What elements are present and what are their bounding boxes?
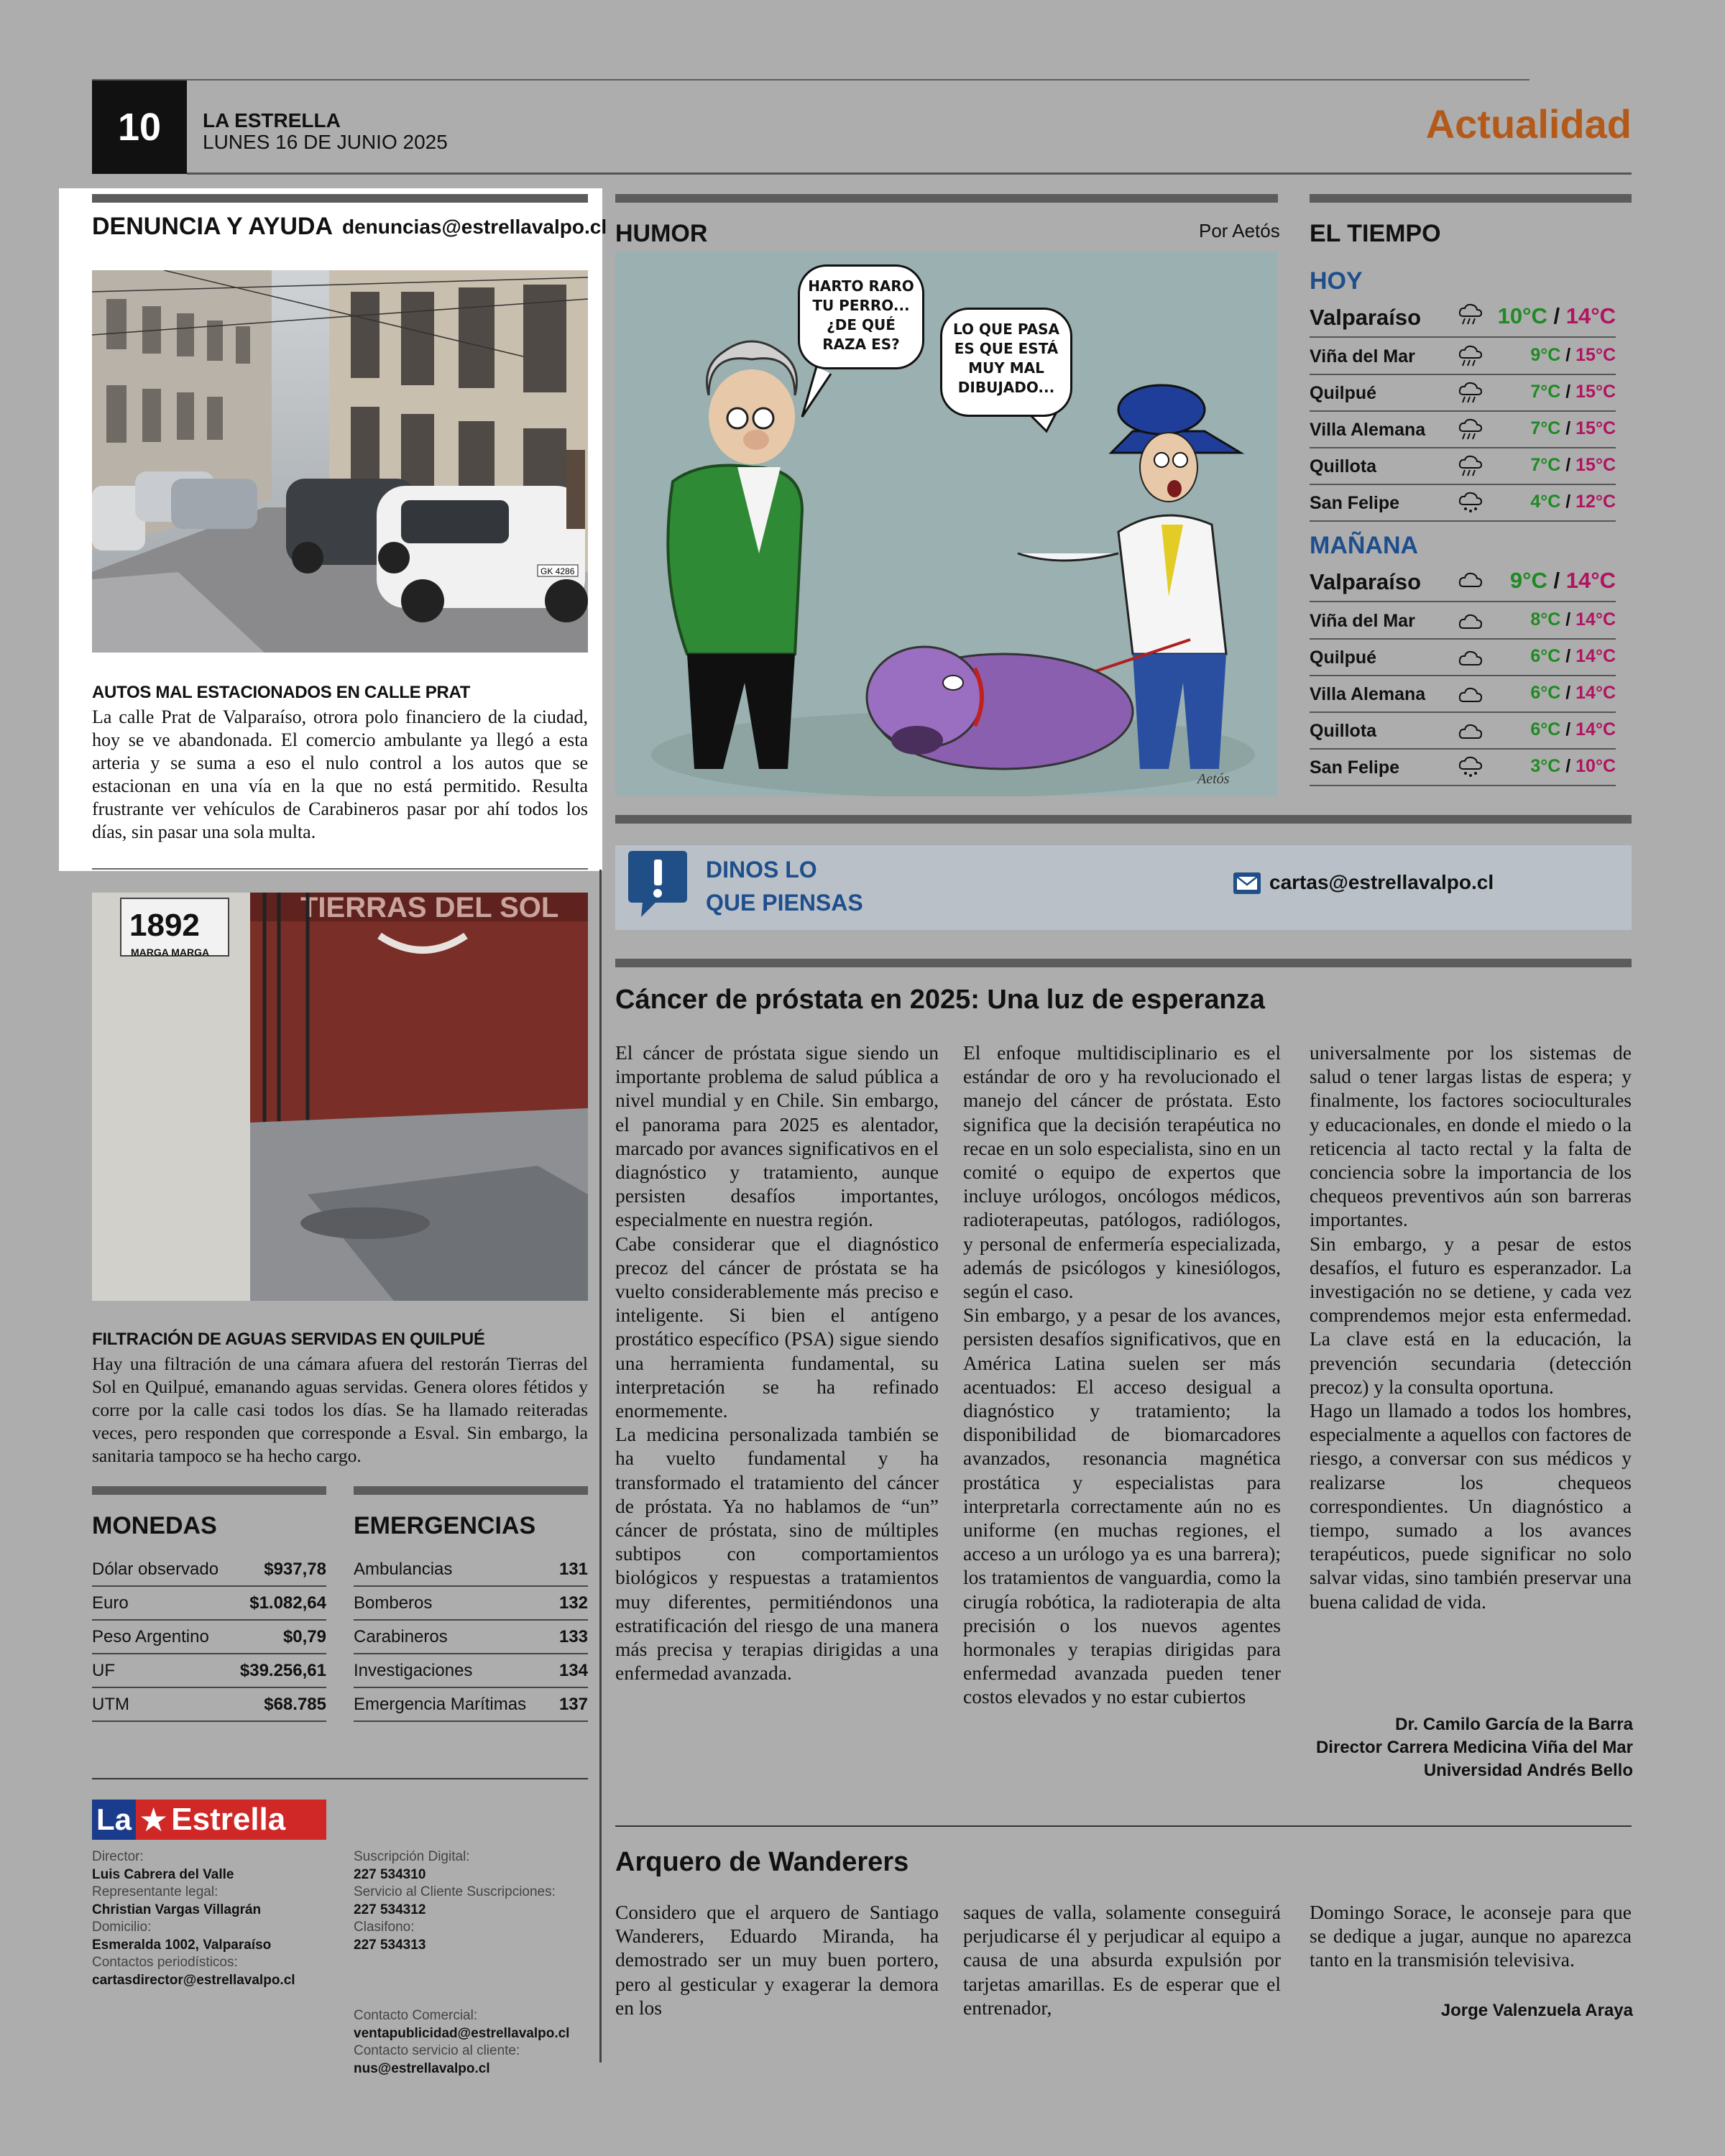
masthead-label: Contacto servicio al cliente:: [354, 2043, 520, 2058]
weather-city: Quilpué: [1310, 648, 1377, 668]
emergencias-label: Investigaciones: [354, 1661, 473, 1680]
weather-temp: 9°C / 15°C: [1530, 345, 1616, 365]
temp-min: 7°C: [1530, 382, 1561, 402]
temp-max: 15°C: [1576, 382, 1616, 402]
temp-max: 14°C: [1576, 683, 1616, 703]
article-2-title: Arquero de Wanderers: [615, 1847, 909, 1877]
cartoon-signature: Aetós: [1197, 771, 1230, 787]
weather-temp: 6°C / 14°C: [1530, 646, 1616, 666]
denuncia-2-body: Hay una filtración de una cámara afuera del restorán Tierras del Sol en Quilpué, emanando aguas servidas. Genera olores fétidos y corre por la calle casi todos los días. Se ha llamado reiteradas veces, pero responden que corresponde a Esval. Sin embargo, la sanitaria tampoco se ha hecho cargo.: [92, 1353, 588, 1466]
signature-name: Dr. Camilo García de la Barra: [1395, 1715, 1633, 1734]
article-1-col-1: [615, 1041, 939, 1685]
emergencias-value: 137: [558, 1695, 588, 1714]
dinos-line-2: QUE PIENSAS: [706, 890, 863, 916]
weather-temp: 8°C / 14°C: [1530, 609, 1616, 630]
temp-max: 14°C: [1576, 646, 1616, 666]
photo-number: 1892: [129, 908, 200, 943]
temp-min: 7°C: [1530, 418, 1561, 438]
weather-temp: 7°C / 15°C: [1530, 382, 1616, 402]
prat-street-photo: [92, 270, 588, 653]
weather-row: [1310, 298, 1616, 338]
weather-temp: 4°C / 12°C: [1530, 492, 1616, 512]
weather-city: Villa Alemana: [1310, 420, 1426, 440]
temp-max: 15°C: [1576, 455, 1616, 475]
denuncia-2-headline: FILTRACIÓN DE AGUAS SERVIDAS EN QUILPUÉ: [92, 1330, 485, 1349]
monedas-row: [92, 1554, 326, 1587]
monedas-label: UF: [92, 1661, 115, 1680]
monedas-row: [92, 1588, 326, 1621]
temp-max: 15°C: [1576, 418, 1616, 438]
exclamation-bubble-icon: [627, 848, 689, 920]
weather-row: [1310, 562, 1616, 602]
temp-max: 14°C: [1576, 609, 1616, 630]
weather-city: Valparaíso: [1310, 305, 1422, 330]
temp-min: 6°C: [1530, 719, 1561, 740]
masthead-label: Clasifono:: [354, 1920, 415, 1935]
article-1-c3-p3: Hago un llamado a todos los hombres, especialmente a aquellos con factores de riesgo, a conversar con sus médicos y realizarse los chequeos correspondientes. Un diagnóstico a tiempo, sumado a los avances terapéuticos, puede significar no solo salvar vidas, sino también preservar una buena calidad de vida.: [1310, 1399, 1632, 1613]
emergencias-value: 131: [558, 1560, 588, 1579]
article-1-c2-p2: Sin embargo, y a pesar de los avances, persisten desafíos significativos, que en América Latina suelen ser más acentuados: El acceso desigual a diagnóstico y tratamiento; la disponibilidad de biomarcadores avanzados, resonancia magnética prostática y especialistas para interpretarla correctamente aún no es uniforme (en muchas regiones, el acceso a un urólogo ya es una barrera); los tratamientos de vanguardia, como la cirugía robótica, la radioterapia de alta precisión o los nuevos agentes hormonales y terapias dirigidas para enfermedad avanzada pueden tener costos elevados y no estar cubiertos: [963, 1304, 1281, 1708]
denuncia-1-body: La calle Prat de Valparaíso, otrora polo financiero de la ciudad, hoy se ve abandonada. El comercio ambulante ya llegó a esta arteria y se suma a eso el nulo control a los autos que se estacionan en una vía en la que no está permitido. Resulta frustrante ver vehículos de Carabineros pasar por ahí todos los días, sin pasar una sola multa.: [92, 706, 588, 842]
emergencias-value: 133: [558, 1627, 588, 1646]
quilpue-photo: [92, 893, 588, 1301]
temp-max: 12°C: [1576, 492, 1616, 512]
emergencias-label: Carabineros: [354, 1627, 448, 1646]
weather-city: Quillota: [1310, 721, 1377, 741]
weather-temp: 9°C / 14°C: [1509, 568, 1616, 593]
temp-max: 15°C: [1576, 345, 1616, 365]
article-1-c3-p1: universalmente por los sistemas de salud o tener largas listas de espera; y finalmente, los factores socioculturales y educacionales, en donde el miedo o la reticencia al tacto rectal y la falta de conciencia sobre la importancia de los chequeos preventivos aún son barreras importantes.: [1310, 1041, 1632, 1231]
temp-min: 4°C: [1530, 492, 1561, 512]
denuncia-bar: [92, 194, 588, 203]
weather-city: Valparaíso: [1310, 569, 1422, 594]
temp-min: 3°C: [1530, 756, 1561, 776]
section-title: Actualidad: [1425, 101, 1632, 147]
cloud-icon: [1458, 719, 1484, 741]
monedas-row: [92, 1655, 326, 1688]
drizzle-icon: [1458, 756, 1484, 778]
cartoon-bubble-2: LO QUE PASA ES QUE ESTÁ MUY MAL DIBUJADO...: [940, 308, 1072, 417]
emergencias-row: [354, 1588, 588, 1621]
hoy-label: HOY: [1310, 267, 1363, 295]
masthead-label: Suscripción Digital:: [354, 1849, 470, 1864]
star-icon: ★: [139, 1801, 169, 1838]
masthead-left: [92, 1848, 336, 1989]
masthead-value: Luis Cabrera del Valle: [92, 1866, 234, 1882]
temp-max: 10°C: [1576, 756, 1616, 776]
weather-city: Viña del Mar: [1310, 611, 1415, 631]
weather-row: [1310, 750, 1616, 786]
manana-label: MAÑANA: [1310, 532, 1419, 559]
denuncia-1-headline: AUTOS MAL ESTACIONADOS EN CALLE PRAT: [92, 683, 471, 702]
emergencias-row: [354, 1621, 588, 1654]
masthead-value: 227 534312: [354, 1902, 426, 1917]
cloud-icon: [1458, 609, 1484, 631]
column-divider: [599, 870, 602, 2063]
tiempo-bar: [1310, 194, 1632, 203]
weather-city: Quilpué: [1310, 383, 1377, 403]
cloud-icon: [1458, 683, 1484, 704]
denuncia-title: DENUNCIA Y AYUDA: [92, 213, 334, 240]
weather-row: [1310, 413, 1616, 448]
emergencias-title: EMERGENCIAS: [354, 1512, 536, 1539]
rain-icon: [1458, 345, 1484, 367]
emergencias-row: [354, 1554, 588, 1587]
top-rule: [92, 79, 1530, 80]
masthead-value: 227 534310: [354, 1866, 426, 1882]
article-2-col-3: Domingo Sorace, le aconseje para que se dedique a jugar, aunque no aparezca tanto en la transmisión televisiva.: [1310, 1901, 1632, 1971]
logo-la: La: [92, 1800, 136, 1840]
dinos-top-bar: [615, 815, 1632, 824]
masthead-label: Representante legal:: [92, 1884, 218, 1899]
rain-icon: [1458, 382, 1484, 403]
monedas-value: $68.785: [264, 1695, 326, 1714]
weather-temp: 6°C / 14°C: [1530, 683, 1616, 703]
masthead-value: ventapublicidad@estrellavalpo.cl: [354, 2025, 570, 2041]
weather-temp: 6°C / 14°C: [1530, 719, 1616, 740]
article-1-col-2: [963, 1041, 1281, 1709]
temp-min: 10°C: [1497, 303, 1547, 328]
temp-min: 7°C: [1530, 455, 1561, 475]
temp-max: 14°C: [1565, 568, 1616, 593]
drizzle-icon: [1458, 492, 1484, 513]
masthead-label: Contacto Comercial:: [354, 2008, 478, 2023]
emergencias-value: 134: [558, 1661, 588, 1680]
masthead-value: cartasdirector@estrellavalpo.cl: [92, 1972, 295, 1988]
monedas-value: $1.082,64: [249, 1593, 326, 1613]
rain-icon: [1458, 303, 1484, 325]
article-1-title: Cáncer de próstata en 2025: Una luz de esperanza: [615, 985, 1265, 1015]
article-1-signature: [1316, 1713, 1633, 1782]
masthead-label: Director:: [92, 1849, 144, 1864]
rain-icon: [1458, 418, 1484, 440]
cartoon-bubble-1: HARTO RARO TU PERRO... ¿DE QUÉ RAZA ES?: [798, 264, 924, 369]
article-2-col-2: saques de valla, solamente conseguirá perjudicarse él y perjudicar al equipo a causa de una absurda expulsión por tarjetas amarillas. Es de esperar que el entrenador,: [963, 1901, 1281, 2019]
article-1-c1-p3: La medicina personalizada también se ha vuelto fundamental y ha transformado el tratamiento del cáncer de próstata. Ya no hablamos de “un” cáncer de próstata, sino de múltiples subtipos con comportamientos biológicos y respuestas a tratamientos muy diferentes, permitiéndonos una estratificación del riesgo de una manera más precisa y terapias dirigidas a una enfermedad avanzada.: [615, 1423, 939, 1685]
emergencias-row: [354, 1689, 588, 1722]
issue-date: LUNES 16 DE JUNIO 2025: [203, 131, 448, 153]
weather-row: [1310, 640, 1616, 676]
masthead-label: Servicio al Cliente Suscripciones:: [354, 1884, 556, 1899]
page-number: 10: [92, 80, 187, 174]
monedas-title: MONEDAS: [92, 1512, 217, 1539]
weather-row: [1310, 449, 1616, 485]
cloud-icon: [1458, 646, 1484, 668]
weather-city: Villa Alemana: [1310, 684, 1426, 704]
weather-row: [1310, 714, 1616, 750]
weather-row: [1310, 339, 1616, 375]
weather-row: [1310, 376, 1616, 412]
monedas-value: $39.256,61: [239, 1661, 326, 1680]
weather-temp: 3°C / 10°C: [1530, 756, 1616, 776]
humor-bar: [615, 194, 1278, 203]
monedas-label: Dólar observado: [92, 1560, 219, 1579]
emergencias-value: 132: [558, 1593, 588, 1613]
masthead-label: Domicilio:: [92, 1920, 152, 1935]
weather-row: [1310, 486, 1616, 522]
temp-max: 14°C: [1565, 303, 1616, 328]
monedas-label: Euro: [92, 1593, 129, 1613]
logo-estrella: Estrella: [171, 1802, 286, 1837]
article-1-c3-p2: Sin embargo, y a pesar de estos desafíos, el futuro es esperanzador. La investigación no se detiene, y cada vez comprendemos mejor esta enfermedad. La clave está en la educación, la prevención secundaria (detección precoz) y la consulta oportuna.: [1310, 1232, 1632, 1398]
masthead-rule: [92, 1778, 588, 1779]
masthead-right: [354, 1848, 598, 2078]
weather-row: [1310, 604, 1616, 640]
temp-min: 9°C: [1530, 345, 1561, 365]
monedas-value: $937,78: [264, 1560, 326, 1579]
emergencias-label: Emergencia Marítimas: [354, 1695, 527, 1714]
monedas-label: Peso Argentino: [92, 1627, 209, 1646]
weather-temp: 7°C / 15°C: [1530, 418, 1616, 438]
dinos-line-1: DINOS LO: [706, 857, 817, 883]
article-divider: [615, 1825, 1632, 1827]
denuncia-divider: [92, 868, 588, 870]
masthead-value: 227 534313: [354, 1937, 426, 1953]
monedas-label: UTM: [92, 1695, 129, 1714]
photo-street: MARGA MARGA: [131, 946, 210, 958]
masthead-value: Esmeralda 1002, Valparaíso: [92, 1937, 272, 1953]
temp-min: 6°C: [1530, 646, 1561, 666]
article-1-c2-p1: El enfoque multidisciplinario es el estándar de oro y ha revolucionado el manejo del cáncer de próstata. Esto significa que la decisión terapéutica no recae en un solo especialista, sino en un comité o equipo de expertos que incluye urólogos, oncólogos médicos, radioterapeutas, patólogos, radiólogos, y personal de enfermería especializada, además de psicólogos y kinesiólogos, según el caso.: [963, 1041, 1281, 1303]
article-1-col-3: [1310, 1041, 1632, 1613]
monedas-row: [92, 1621, 326, 1654]
weather-city: San Felipe: [1310, 493, 1400, 513]
weather-temp: 10°C / 14°C: [1497, 303, 1616, 328]
envelope-icon: [1233, 872, 1261, 894]
monedas-value: $0,79: [282, 1627, 326, 1646]
dinos-bottom-bar: [615, 959, 1632, 967]
photo-plate: GK 4286: [540, 566, 575, 576]
signature-role: Director Carrera Medicina Viña del Mar: [1315, 1738, 1633, 1757]
photo-sign: TIERRAS DEL SOL: [300, 893, 559, 923]
paper-name: LA ESTRELLA: [203, 109, 341, 132]
masthead-value: Christian Vargas Villagrán: [92, 1902, 262, 1917]
emergencias-row: [354, 1655, 588, 1688]
weather-city: San Felipe: [1310, 757, 1400, 778]
header-rule: [187, 172, 1632, 175]
humor-byline: Por Aetós: [1199, 220, 1280, 241]
weather-row: [1310, 677, 1616, 713]
article-2-col-1: Considero que el arquero de Santiago Wanderers, Eduardo Miranda, ha demostrado ser un muy buen portero, pero al gesticular y exagerar la demora en los: [615, 1901, 939, 2019]
temp-min: 6°C: [1530, 683, 1561, 703]
tiempo-title: EL TIEMPO: [1310, 220, 1441, 247]
temp-max: 14°C: [1576, 719, 1616, 740]
monedas-bar: [92, 1486, 326, 1495]
cloud-icon: [1458, 568, 1484, 589]
masthead-label: Contactos periodísticos:: [92, 1955, 238, 1970]
article-2-signature: Jorge Valenzuela Araya: [1440, 2001, 1633, 2020]
article-1-c1-p1: El cáncer de próstata sigue siendo un importante problema de salud pública a nivel mundial y en Chile. Sin embargo, el panorama para 2025 es alentador, marcado por avances significativos en el diagnóstico y tratamiento, aunque persisten desafíos importantes, especialmente en nuestra región.: [615, 1041, 939, 1231]
denuncia-email[interactable]: denuncias@estrellavalpo.cl: [342, 216, 607, 238]
weather-city: Quillota: [1310, 456, 1377, 476]
signature-institution: Universidad Andrés Bello: [1423, 1761, 1633, 1780]
dinos-email[interactable]: cartas@estrellavalpo.cl: [1269, 871, 1494, 893]
temp-min: 8°C: [1530, 609, 1561, 630]
monedas-row: [92, 1689, 326, 1722]
temp-min: 9°C: [1509, 568, 1547, 593]
emergencias-label: Ambulancias: [354, 1560, 453, 1579]
weather-temp: 7°C / 15°C: [1530, 455, 1616, 475]
estrella-logo: [92, 1800, 326, 1840]
humor-title: HUMOR: [615, 220, 708, 247]
rain-icon: [1458, 455, 1484, 476]
article-1-c1-p2: Cabe considerar que el diagnóstico precoz del cáncer de próstata se ha vuelto considerablemente más preciso e inteligente. Si bien el antígeno prostático específico (PSA) sigue siendo una herramienta fundamental, su interpretación se ha refinado enormemente.: [615, 1232, 939, 1422]
emergencias-bar: [354, 1486, 588, 1495]
masthead-value: nus@estrellavalpo.cl: [354, 2060, 490, 2076]
weather-city: Viña del Mar: [1310, 346, 1415, 367]
emergencias-label: Bomberos: [354, 1593, 433, 1613]
